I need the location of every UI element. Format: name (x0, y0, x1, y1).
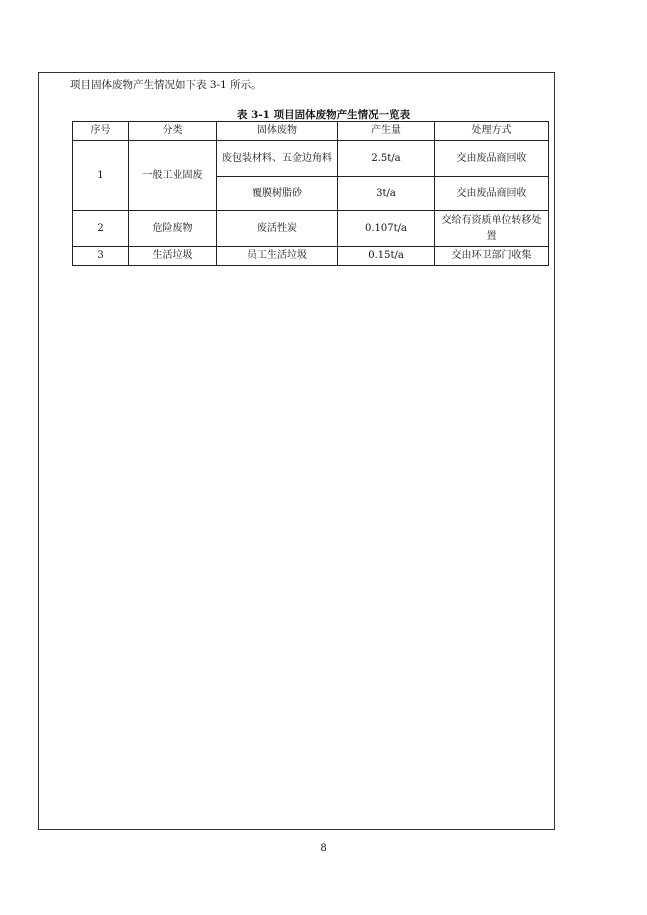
cell-waste: 覆膜树脂砂 (217, 177, 338, 211)
table-header-row (73, 122, 549, 141)
cell-waste: 员工生活垃圾 (217, 247, 338, 266)
table-row (73, 141, 549, 177)
header-category: 分类 (129, 122, 217, 141)
cell-disposal: 交由环卫部门收集 (435, 247, 549, 266)
cell-waste: 废包装材料、五金边角料 (217, 141, 338, 177)
cell-no: 3 (73, 247, 129, 266)
table-caption: 表 3-1 项目固体废物产生情况一览表 (236, 109, 411, 121)
page-number: 8 (320, 843, 327, 854)
cell-disposal: 交由废品商回收 (435, 177, 549, 211)
cell-no: 2 (73, 211, 129, 247)
solid-waste-table (72, 121, 549, 266)
cell-waste: 废活性炭 (217, 211, 338, 247)
cell-category: 危险废物 (129, 211, 217, 247)
header-no: 序号 (73, 122, 129, 141)
cell-amount: 3t/a (338, 177, 435, 211)
header-disposal: 处理方式 (435, 122, 549, 141)
header-waste: 固体废物 (217, 122, 338, 141)
header-amount: 产生量 (338, 122, 435, 141)
cell-category: 一般工业固废 (129, 141, 217, 211)
cell-amount: 2.5t/a (338, 141, 435, 177)
cell-amount: 0.107t/a (338, 211, 435, 247)
cell-disposal: 交给有资质单位转移处置 (435, 211, 549, 247)
table-row (73, 211, 549, 247)
table-row (73, 247, 549, 266)
cell-disposal: 交由废品商回收 (435, 141, 549, 177)
cell-category: 生活垃圾 (129, 247, 217, 266)
cell-amount: 0.15t/a (338, 247, 435, 266)
cell-no: 1 (73, 141, 129, 211)
intro-text: 项目固体废物产生情况如下表 3-1 所示。 (70, 79, 262, 91)
